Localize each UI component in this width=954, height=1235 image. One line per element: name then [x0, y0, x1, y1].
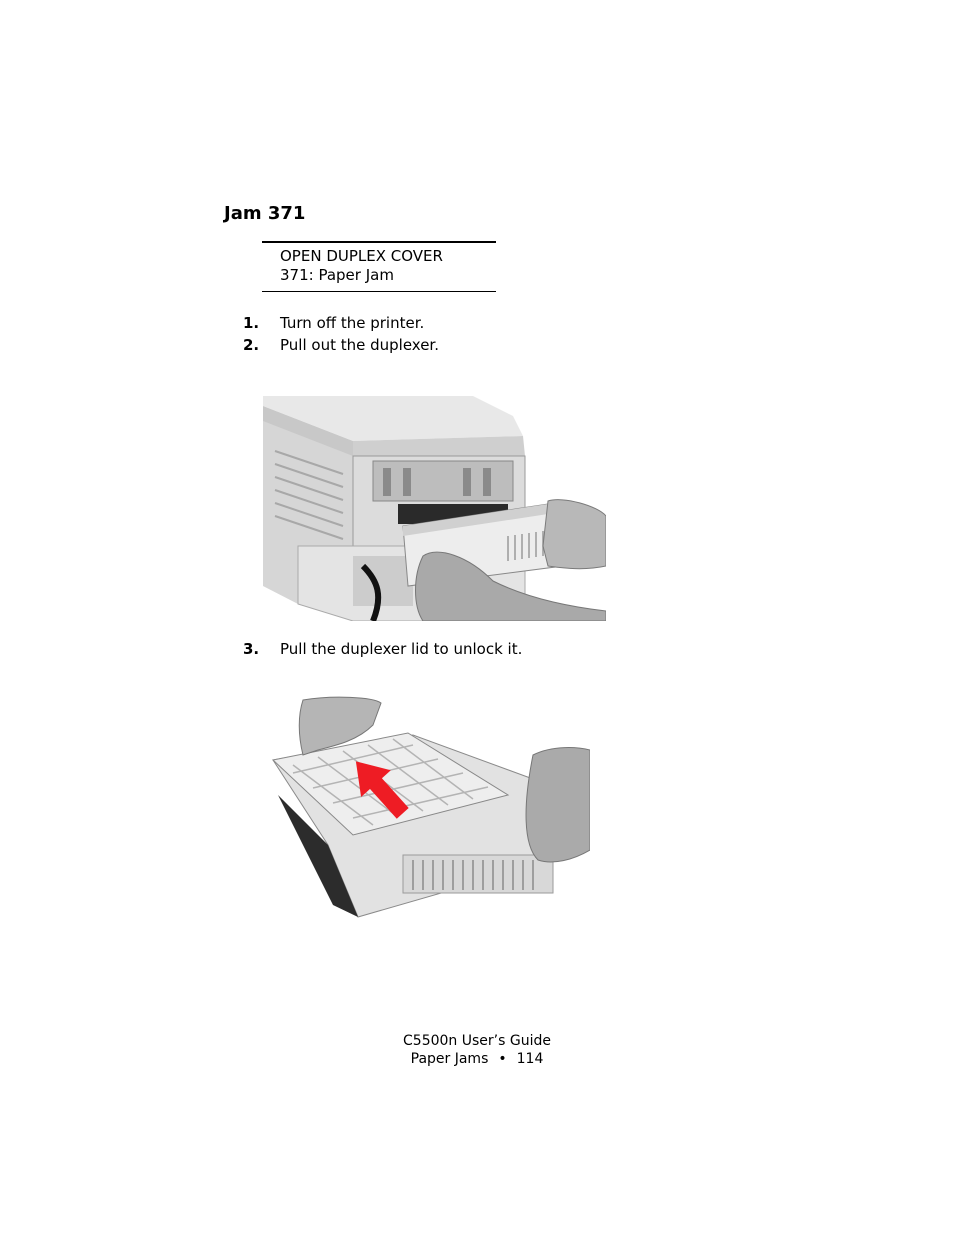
panel-message-line-1: OPEN DUPLEX COVER: [280, 247, 443, 265]
step-item: [243, 336, 439, 354]
footer-section: Paper Jams: [410, 1051, 489, 1067]
footer-guide-title: C5500n User’s Guide: [403, 1033, 551, 1049]
footer-separator: •: [498, 1051, 507, 1067]
printer-duplexer-removal-photo: [263, 396, 606, 621]
page-title: Jam 371: [224, 203, 306, 224]
step-number: 2.: [243, 336, 260, 354]
footer-section-line: [0, 1051, 954, 1068]
footer-page-number: 114: [516, 1051, 544, 1067]
panel-message-line-2: 371: Paper Jam: [280, 266, 394, 284]
step-text: Turn off the printer.: [280, 314, 425, 332]
step-text: Pull the duplexer lid to unlock it.: [280, 640, 523, 658]
panel-message-box: [262, 241, 496, 292]
step-item: [243, 314, 424, 332]
duplexer-lid-unlock-photo: [263, 695, 590, 920]
step-number: 3.: [243, 640, 260, 658]
step-text: Pull out the duplexer.: [280, 336, 439, 354]
step-number: 1.: [243, 314, 260, 332]
step-item: [243, 640, 522, 658]
